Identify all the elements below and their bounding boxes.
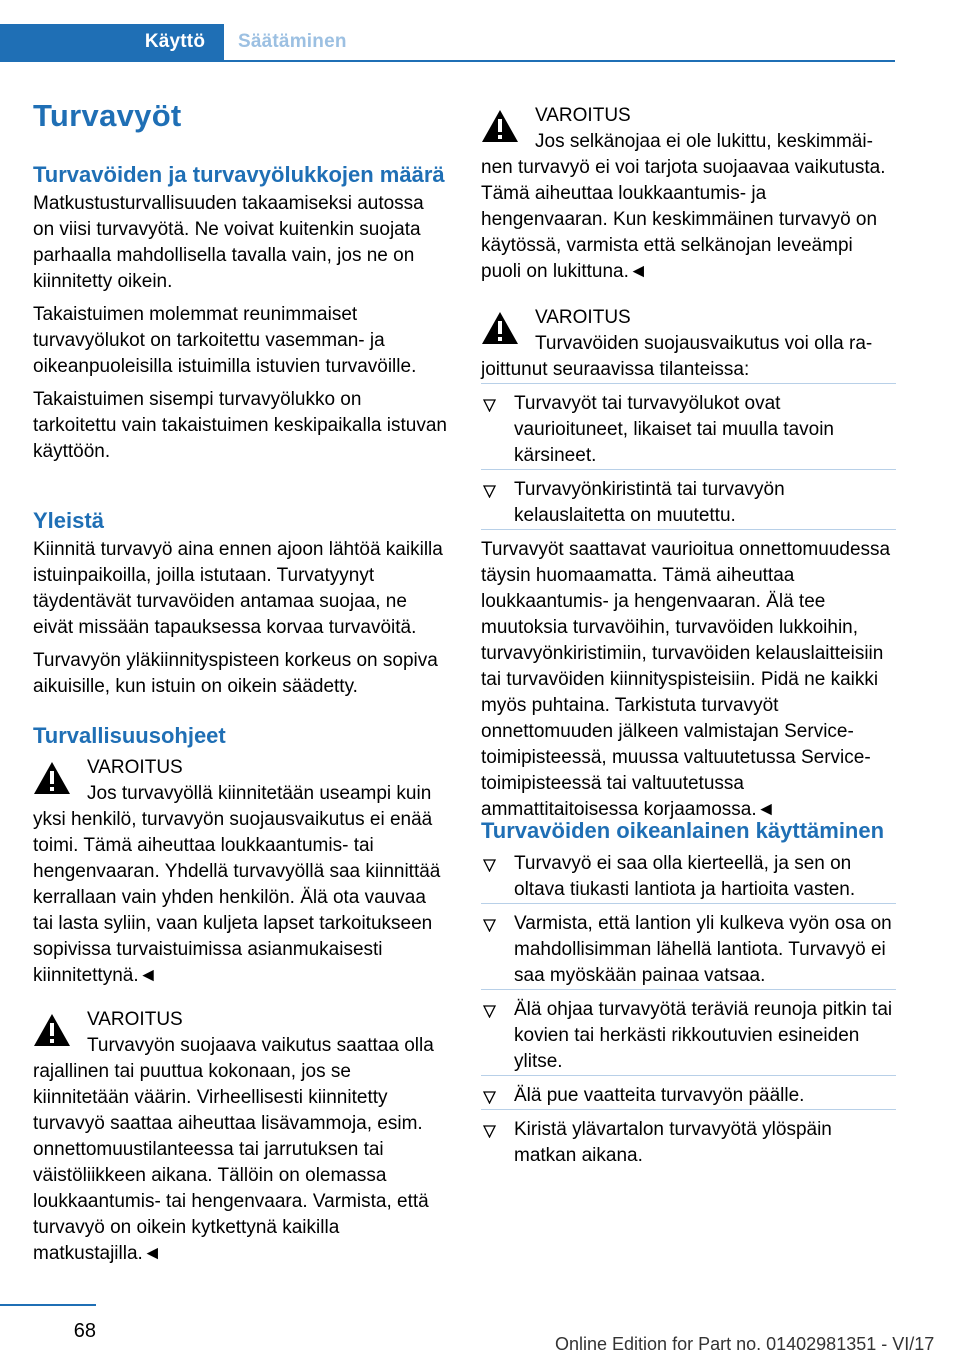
section-general bbox=[33, 508, 447, 707]
triangle-bullet-icon bbox=[483, 859, 496, 872]
list-item bbox=[481, 1117, 896, 1169]
header-rule bbox=[224, 60, 895, 62]
list-item-text: Älä ohjaa turvavyötä teräviä reunoja pitkin tai kovien tai herkästi rikkoutuvien esineiden ylitse. bbox=[514, 999, 893, 1072]
section-belt-count bbox=[33, 162, 447, 472]
triangle-bullet-icon bbox=[483, 485, 496, 498]
warning-block bbox=[33, 1007, 447, 1267]
triangle-bullet-icon bbox=[483, 1005, 496, 1018]
warning-icon bbox=[481, 109, 519, 143]
usage-list bbox=[481, 851, 896, 1169]
paragraph: Turvavyön yläkiinnityspisteen korkeus on sopiva aikuisille, kun istuin on oikein säädetty. bbox=[33, 650, 438, 697]
list-item-text: Turvavyö ei saa olla kierteellä, ja sen on oltava tiukasti lantiota ja hartioita vasten. bbox=[514, 853, 856, 900]
list-item-text: Älä pue vaatteita turvavyön päälle. bbox=[514, 1085, 805, 1106]
warning-icon bbox=[33, 761, 71, 795]
warning-text: Turvavöiden suojausvaikutus voi olla ra- bbox=[535, 333, 873, 354]
warning-title: VAROITUS bbox=[535, 105, 631, 126]
list-item bbox=[481, 997, 896, 1076]
section-heading: Turvallisuusohjeet bbox=[33, 723, 226, 748]
header-tab-active[interactable]: Käyttö bbox=[144, 31, 206, 52]
warning-text: rajallinen tai puuttua kokonaan, jos se kiinnitetään väärin. Virheellisesti kiinnitetty turvavyö saattaa aiheuttaa lisävammoja, esim. onnettomuustilanteessa tai jarrutuksen tai väistöliikkeen aikana. Tällöin on olemassa loukkaantumis- tai hengenvaara. Varmista, että turvavyö on oikein kytkettynä kaikilla matkustajilla.◄ bbox=[33, 1061, 429, 1264]
paragraph: Matkustusturvallisuuden takaamiseksi autossa on viisi turvavyötä. Ne voivat kuitenkin suojata parhaalla mahdollisella tavalla vain, jos ne on kiinnitetty oikein. bbox=[33, 193, 424, 292]
warning-title: VAROITUS bbox=[87, 1009, 183, 1030]
page-title: Turvavyöt bbox=[33, 98, 182, 133]
section-heading: Turvavöiden oikeanlainen käyttäminen bbox=[481, 818, 885, 843]
warning-block bbox=[33, 755, 447, 989]
list-item-text: Varmista, että lantion yli kulkeva vyön osa on mahdollisimman lähellä lantiota. Turvavyö ei saa myöskään painaa vatsaa. bbox=[514, 913, 892, 986]
warning-icon bbox=[481, 311, 519, 345]
paragraph: Takaistuimen sisempi turvavyölukko on tarkoitettu vain takaistuimen keskipaikalla istuvan käyttöön. bbox=[33, 389, 447, 462]
warning-text: Jos turvavyöllä kiinnitetään useampi kuin bbox=[87, 783, 432, 804]
triangle-bullet-icon bbox=[483, 1125, 496, 1138]
section-heading: Turvavöiden ja turvavyölukkojen määrä bbox=[33, 162, 445, 187]
warning-title: VAROITUS bbox=[87, 757, 183, 778]
footer-rule bbox=[0, 1304, 96, 1306]
warning-icon bbox=[33, 1013, 71, 1047]
paragraph: Kiinnitä turvavyö aina ennen ajoon lähtöä kaikilla istuinpaikoilla, joilla istutaan. Turvatyynyt täydentävät turvavöiden antamaa suojaa, ne eivät missään tapauksessa korvaa turvavöitä. bbox=[33, 539, 443, 638]
list-item bbox=[481, 477, 896, 530]
warning-text: nen turvavyö ei voi tarjota suojaavaa vaikutusta. Tämä aiheuttaa loukkaantumis- ja hengenvaaran. Kun keskimmäinen turvavyö on käytössä, varmista että selkänojan leveämpi puoli on lukittuna.◄ bbox=[481, 157, 886, 282]
list-item bbox=[481, 851, 896, 904]
warning-text: Turvavyön suojaava vaikutus saattaa olla bbox=[87, 1035, 434, 1056]
list-item bbox=[481, 1083, 896, 1110]
section-heading: Yleistä bbox=[33, 508, 104, 533]
list-item-text: Kiristä ylävartalon turvavyötä ylöspäin matkan aikana. bbox=[514, 1119, 832, 1166]
triangle-bullet-icon bbox=[483, 399, 496, 412]
triangle-bullet-icon bbox=[483, 1091, 496, 1104]
warning-title: VAROITUS bbox=[535, 307, 631, 328]
warning-block bbox=[481, 103, 896, 285]
list-item-text: Turvavyönkiristintä tai turvavyön kelauslaitetta on muutettu. bbox=[514, 479, 785, 526]
paragraph: Takaistuimen molemmat reunimmaiset turvavyölukot on tarkoitettu vasemman- ja oikeanpuoleisilla istuimilla istuvien turvavöille. bbox=[33, 304, 417, 377]
triangle-bullet-icon bbox=[483, 919, 496, 932]
warning-list bbox=[481, 391, 896, 530]
list-item bbox=[481, 391, 896, 470]
warning-text: yksi henkilö, turvavyön suojausvaikutus ei enää toimi. Tämä aiheuttaa loukkaantumis- tai hengenvaaran. Yhdellä turvavyöllä saa kiinnittää kerrallaan vain yhden henkilön. Älä ota vauvaa tai lasta syliin, vaan kuljeta lapset tarkoitukseen sopivissa turvaistuimissa asianmukaisesti kiinnitettynä.◄ bbox=[33, 809, 441, 986]
warning-block bbox=[481, 305, 896, 830]
list-item-text: Turvavyöt tai turvavyölukot ovat vaurioituneet, likaiset tai muulla tavoin kärsineet. bbox=[514, 393, 835, 466]
list-item bbox=[481, 911, 896, 990]
warning-text: Jos selkänojaa ei ole lukittu, keskimmäi- bbox=[535, 131, 873, 152]
warning-text: joittunut seuraavissa tilanteissa: bbox=[481, 357, 896, 384]
edition-note: Online Edition for Part no. 01402981351 - VI/17 bbox=[555, 1334, 935, 1354]
paragraph: Turvavyöt saattavat vaurioitua onnettomuudessa täysin huomaamatta. Tämä aiheuttaa loukkaantumis- ja hengenvaaran. Älä tee muutoksia turvavöihin, turvavöiden lukkoihin, turvavyönkiristimiin, turvavöiden kelauslaitteisiin tai turvavöiden kiinnityspisteisiin. Pidä ne kaikki myös puhtaina. Tarkistuta turvavyöt onnettomuuden jälkeen valmistajan Service-toimipisteessä, muussa valtuutetussa Service-toimipisteessä tai valtuutetussa ammattitaitoisessa korjaamossa.◄ bbox=[481, 539, 891, 820]
header-tab-inactive[interactable]: Säätäminen bbox=[238, 31, 347, 52]
page-number: 68 bbox=[73, 1320, 96, 1342]
section-correct-use bbox=[481, 818, 896, 1176]
section-safety bbox=[33, 723, 447, 1267]
